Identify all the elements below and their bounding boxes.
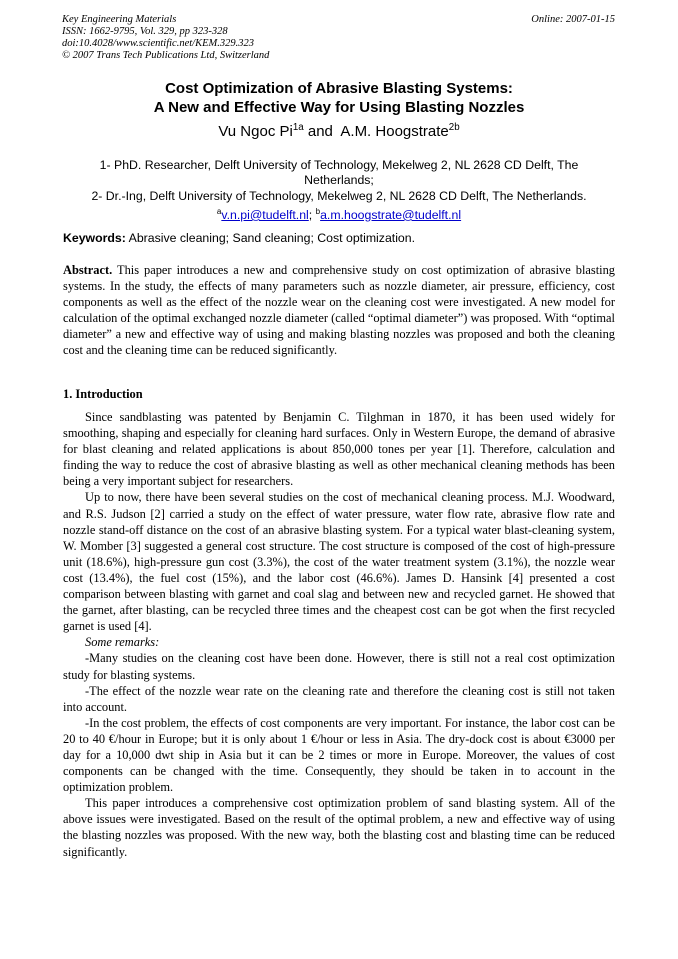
journal-header (62, 14, 269, 62)
authors (0, 122, 678, 140)
email-sup-b: b (315, 206, 321, 216)
abstract (63, 262, 615, 359)
emails (80, 204, 598, 223)
keywords-text: Abrasive cleaning; Sand cleaning; Cost optimization. (125, 231, 416, 245)
title-line-1: Cost Optimization of Abrasive Blasting Systems: (165, 80, 513, 97)
keywords (63, 231, 415, 245)
email-link-2[interactable]: a.m.hoogstrate@tudelft.nl (320, 207, 462, 222)
author-2: A.M. Hoogstrate (340, 123, 449, 140)
authors-and: and (303, 123, 341, 140)
keywords-label: Keywords: (63, 231, 126, 245)
copyright: © 2007 Trans Tech Publications Ltd, Switzerland (62, 50, 270, 61)
online-date: Online: 2007-01-15 (531, 14, 615, 25)
paragraph: -In the cost problem, the effects of cost components are very important. For instance, the labor cost can be 20 to 40 €/hour in Europe; but it is only about 1 €/hour or less in Asia. The dry-dock cost is about €3000 per day for a 10,000 dwt ship in Asia but it can be 2 times or more in Europe. Moreover, the values of cost components can be changed with the time. Consequently, they should be taken in to account in the optimization problem. (63, 715, 615, 795)
paragraph: Up to now, there have been several studies on the cost of mechanical cleaning process. M.J. Woodward, and R.S. Judson [2] carried a study on the effect of water pressure, water flow rate, abrasive flow rate and nozzle stand-off distance on the cost of an abrasive blasting system. For a typical water blast-cleaning system, W. Momber [3] suggested a general cost structure. The cost structure is composed of the cost of high-pressure unit (18.6%), high-pressure gun cost (3.3%), the cost of the water treatment system (3.1%), the nozzle wear cost (13.4%), the fuel cost (15%), and the labor cost (46.6%). James D. Hansink [4] presented a cost comparison between blasting with garnet and coal slag and between new and recycled garnet. He showed that the garnet, after blasting, can be recycled three times and the cheapest cost can be got when the first recycled garnet is used [4]. (63, 490, 615, 634)
journal-name: Key Engineering Materials (62, 14, 177, 25)
paragraph: This paper introduces a comprehensive cost optimization problem of sand blasting system. All of the above issues were investigated. Based on the result of the optimal problem, a new and effective way of using the blasting nozzles was proposed. With the new way, both the blasting cost and blasting time can be reduced significantly. (63, 796, 615, 859)
author-1: Vu Ngoc Pi (218, 123, 293, 140)
affiliations (80, 158, 598, 223)
paper-title (0, 79, 678, 117)
title-line-2: A New and Effective Way for Using Blasting Nozzles (153, 99, 525, 116)
email-sup-a: a (216, 206, 222, 216)
paragraph: Since sandblasting was patented by Benjamin C. Tilghman in 1870, it has been used widely for smoothing, shaping and especially for cleaning hard surfaces. Only in Western Europe, the demand of abrasive for blast cleaning and related applications is about 850,000 tones per year [1]. Therefore, calculation and finding the way to reduce the cost of abrasive blasting as well as other mechanical cleaning methods has been being a very important subject for researchers. (63, 410, 615, 489)
doi: doi:10.4028/www.scientific.net/KEM.329.323 (62, 38, 254, 49)
paragraph: -The effect of the nozzle wear rate on the cleaning rate and therefore the cleaning cost is still not taken into account. (63, 683, 615, 714)
abstract-text: This paper introduces a new and comprehensive study on cost optimization of abrasive blasting systems. In the study, the effects of many parameters such as nozzle diameter, air pressure, efficiency, cost components as well as the effect of the nozzle wear on the cleaning cost were investigated. A new model for calculation of the optimal exchanged nozzle diameter (called “optimal diameter”) was proposed. With “optimal diameter” a new and effective way of using and making blasting nozzles was proposed and both the cleaning cost and the cleaning time can be reduced significantly. (63, 263, 615, 358)
issn: ISSN: 1662-9795, Vol. 329, pp 323-328 (62, 26, 228, 37)
abstract-label: Abstract. (63, 263, 113, 277)
paragraph: Some remarks: (85, 635, 160, 650)
section-heading: 1. Introduction (63, 387, 143, 401)
author-2-sup: 2b (448, 122, 460, 133)
affiliation-1: 1- PhD. Researcher, Delft University of Technology, Mekelweg 2, NL 2628 CD Delft, The Netherlands; (99, 158, 579, 188)
author-1-sup: 1a (292, 122, 304, 133)
introduction-body (63, 409, 615, 860)
affiliation-2: 2- Dr.-Ing, Delft University of Technology, Mekelweg 2, NL 2628 CD Delft, The Netherlands. (91, 188, 587, 203)
paragraph: -Many studies on the cleaning cost have been done. However, there is still not a real cost optimization study for blasting systems. (63, 651, 615, 682)
email-link-1[interactable]: v.n.pi@tudelft.nl (221, 207, 309, 222)
email-sep: ; (308, 207, 316, 222)
